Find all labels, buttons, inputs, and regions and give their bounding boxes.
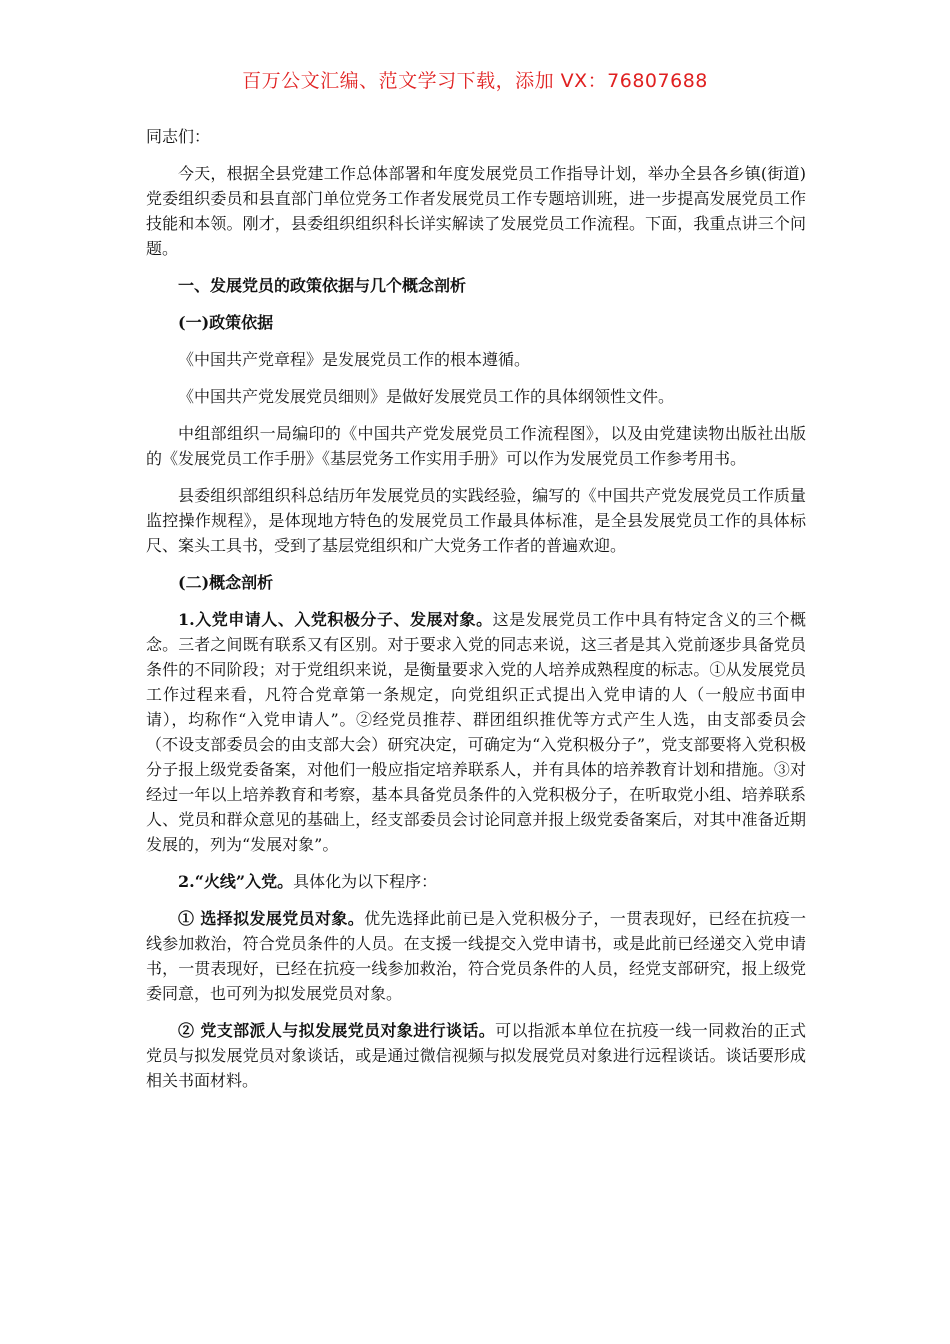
concept-item [146, 869, 806, 894]
item-lead: 2.“火线”入党。 [178, 872, 294, 891]
item-lead: 1.入党申请人、入党积极分子、发展对象。 [178, 610, 493, 629]
intro-paragraph: 今天，根据全县党建工作总体部署和年度发展党员工作指导计划，举办全县各乡镇(街道)党委组织委员和县直部门单位党务工作者发展党员工作专题培训班，进一步提高发展党员工作技能和本领。刚才，县委组织组织科长详实解读了发展党员工作流程。下面，我重点讲三个问题。 [146, 164, 806, 258]
item-text: 具体化为以下程序： [293, 872, 438, 891]
paragraph: 县委组织部组织科总结历年发展党员的实践经验，编写的《中国共产党发展党员工作质量监控操作规程》，是体现地方特色的发展党员工作最具体标准，是全县发展党员工作的具体标尺、案头工具书，受到了基层党组织和广大党务工作者的普遍欢迎。 [146, 486, 806, 555]
paragraph: 《中国共产党章程》是发展党员工作的根本遵循。 [178, 350, 531, 369]
procedure-step [146, 1018, 806, 1093]
greeting: 同志们： [146, 127, 211, 146]
section-heading: 一、发展党员的政策依据与几个概念剖析 [178, 276, 467, 295]
document-body [146, 124, 806, 1105]
subsection-heading: (二)概念剖析 [178, 573, 274, 592]
paragraph: 中组部组织一局编印的《中国共产党发展党员工作流程图》，以及由党建读物出版社出版的《发展党员工作手册》《基层党务工作实用手册》可以作为发展党员工作参考用书。 [146, 424, 806, 468]
item-lead: ② 党支部派人与拟发展党员对象进行谈话。 [178, 1021, 496, 1040]
procedure-step [146, 906, 806, 1006]
item-lead: ① 选择拟发展党员对象。 [178, 909, 365, 928]
concept-item [146, 607, 806, 857]
paragraph: 《中国共产党发展党员细则》是做好发展党员工作的具体纲领性文件。 [178, 387, 675, 406]
item-text: 这是发展党员工作中具有特定含义的三个概念。三者之间既有联系又有区别。对于要求入党的同志来说，这三者是其入党前逐步具备党员条件的不同阶段；对于党组织来说，是衡量要求入党的人培养成熟程度的标志。①从发展党员工作过程来看，凡符合党章第一条规定，向党组织正式提出入党申请的人（一般应书面申请），均称作“入党申请人”。②经党员推荐、群团组织推优等方式产生人选，由支部委员会（不设支部委员会的由支部大会）研究决定，可确定为“入党积极分子”，党支部要将入党积极分子报上级党委备案，对他们一般应指定培养联系人，并有具体的培养教育计划和措施。③对经过一年以上培养教育和考察，基本具备党员条件的入党积极分子，在听取党小组、培养联系人、党员和群众意见的基础上，经支部委员会讨论同意并报上级党委备案后，对其中准备近期发展的，列为“发展对象”。 [146, 610, 806, 854]
subsection-heading: (一)政策依据 [178, 313, 274, 332]
header-banner: 百万公文汇编、范文学习下载，添加 VX：76807688 [242, 70, 708, 92]
item-text: 优先选择此前已是入党积极分子，一贯表现好，已经在抗疫一线参加救治，符合党员条件的人员。在支援一线提交入党申请书，或是此前已经递交入党申请书，一贯表现好，已经在抗疫一线参加救治，符合党员条件的人员，经党支部研究，报上级党委同意，也可列为拟发展党员对象。 [146, 909, 806, 1003]
item-text: 可以指派本单位在抗疫一线一同救治的正式党员与拟发展党员对象谈话，或是通过微信视频与拟发展党员对象进行远程谈话。谈话要形成相关书面材料。 [146, 1021, 806, 1090]
